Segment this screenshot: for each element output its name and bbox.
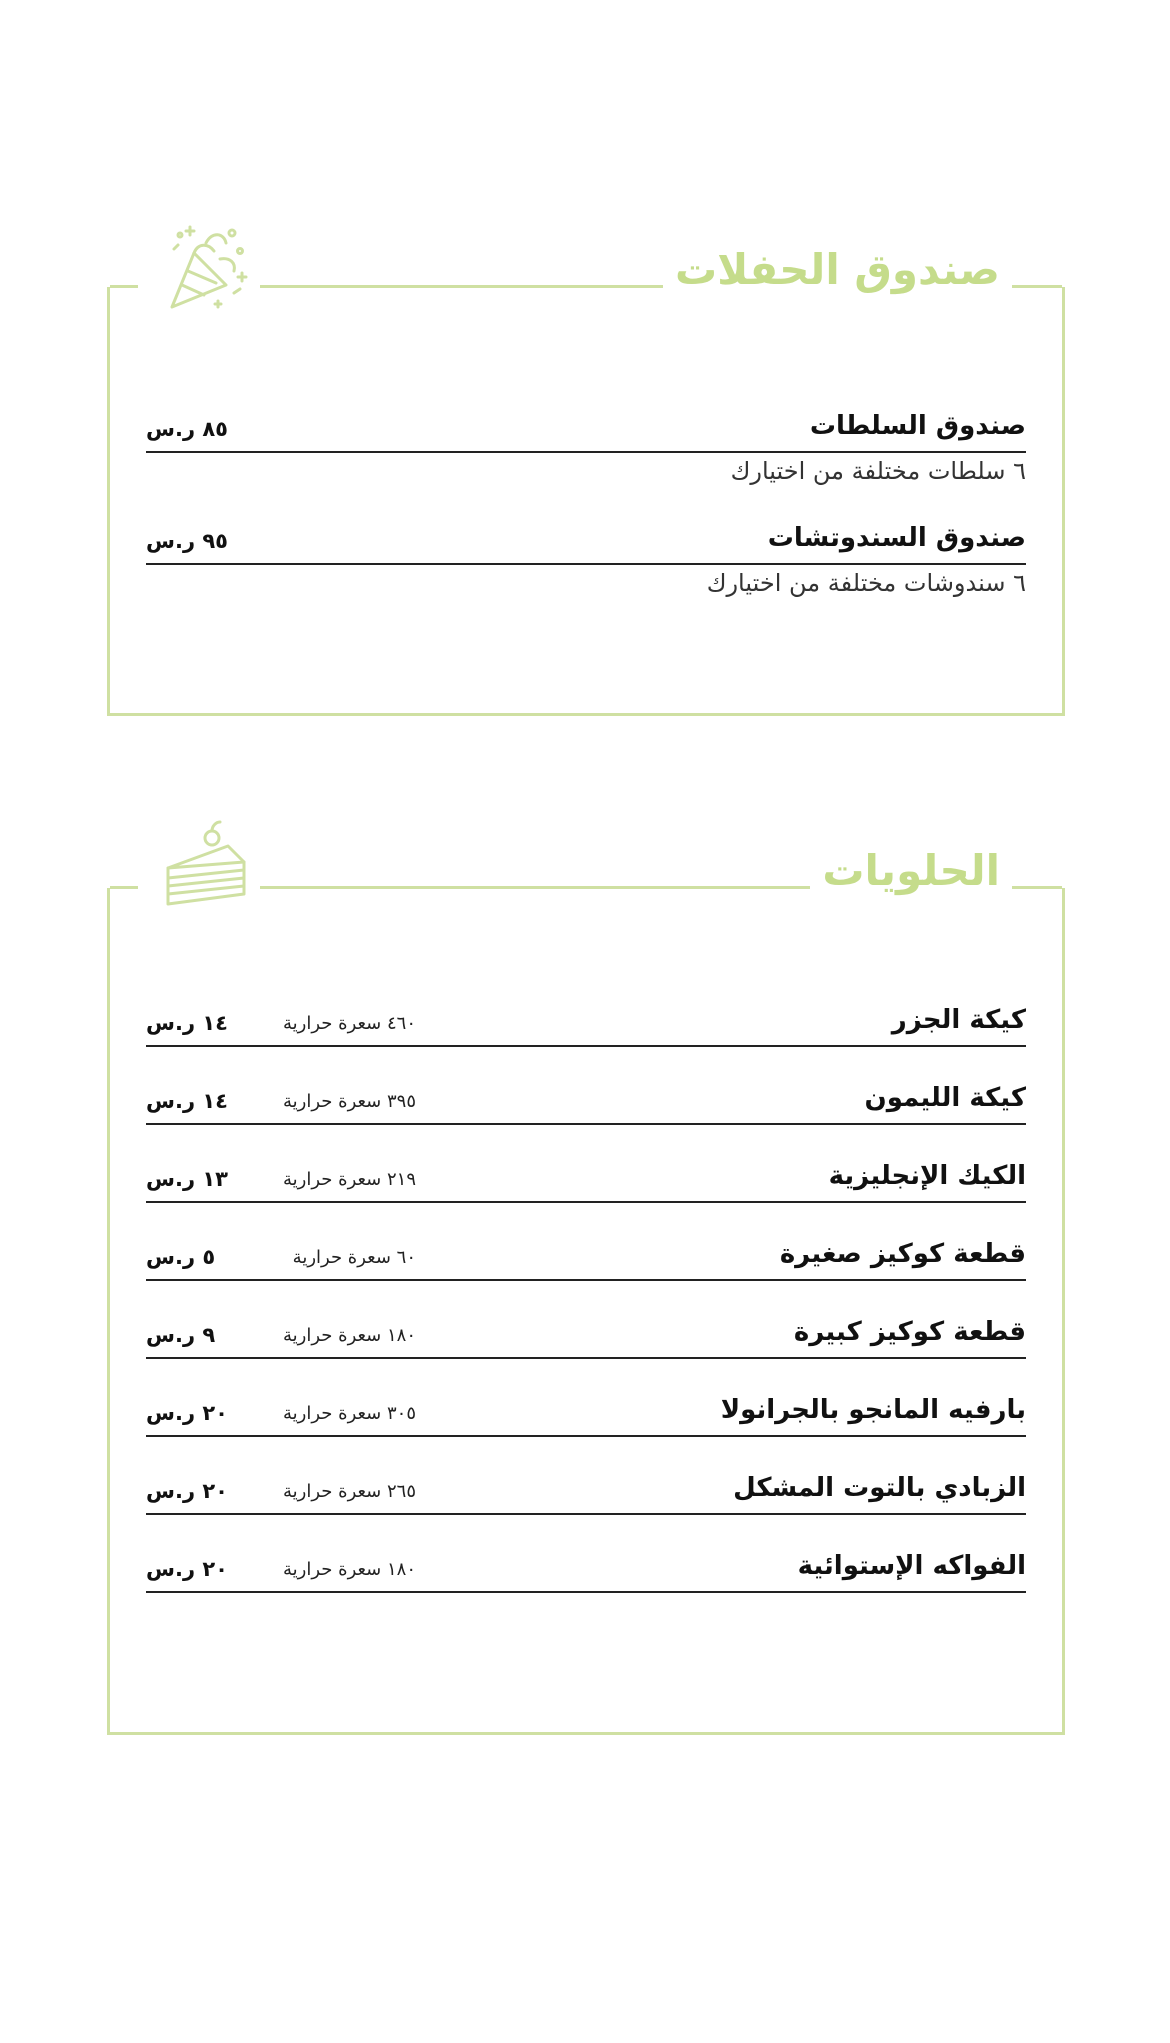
- item-calories: ١٨٠ سعرة حرارية: [283, 1559, 416, 1580]
- item-price: ٨٥ ر.س: [146, 417, 228, 441]
- divider: [146, 451, 1026, 453]
- section-top-border: [110, 285, 138, 288]
- list-item: [146, 1473, 1026, 1551]
- item-price: ٢٠ ر.س: [146, 1401, 228, 1425]
- item-price: ١٣ ر.س: [146, 1167, 228, 1191]
- item-name: بارفيه المانجو بالجرانولا: [720, 1395, 1026, 1425]
- cake-slice-icon: [154, 816, 254, 916]
- section-title: الحلويات: [810, 848, 1012, 894]
- divider: [146, 1591, 1026, 1593]
- item-name: الكيك الإنجليزية: [828, 1161, 1026, 1191]
- item-price: ٩٥ ر.س: [146, 529, 228, 553]
- item-price: ١٤ ر.س: [146, 1011, 228, 1035]
- item-price: ١٤ ر.س: [146, 1089, 228, 1113]
- item-price: ٩ ر.س: [146, 1323, 216, 1347]
- desserts-list: [146, 1005, 1026, 1629]
- item-description: ٦ سندوشات مختلفة من اختيارك: [706, 569, 1026, 597]
- list-item: [146, 1083, 1026, 1161]
- item-description: ٦ سلطات مختلفة من اختيارك: [730, 457, 1026, 485]
- item-calories: ٦٠ سعرة حرارية: [292, 1247, 416, 1268]
- item-name: صندوق السلطات: [809, 411, 1026, 441]
- divider: [146, 1513, 1026, 1515]
- list-item: [146, 1551, 1026, 1629]
- item-calories: ٣٩٥ سعرة حرارية: [283, 1091, 416, 1112]
- party-popper-icon: [154, 215, 254, 315]
- divider: [146, 563, 1026, 565]
- item-name: قطعة كوكيز صغيرة: [779, 1239, 1026, 1269]
- list-item: [146, 1317, 1026, 1395]
- item-price: ٢٠ ر.س: [146, 1479, 228, 1503]
- list-item: [146, 411, 1026, 523]
- item-calories: ١٨٠ سعرة حرارية: [283, 1325, 416, 1346]
- divider: [146, 1279, 1026, 1281]
- desserts-section: [107, 846, 1065, 1735]
- list-item: [146, 1005, 1026, 1083]
- divider: [146, 1201, 1026, 1203]
- party-box-section: [107, 245, 1065, 716]
- divider: [146, 1123, 1026, 1125]
- divider: [146, 1357, 1026, 1359]
- list-item: [146, 1395, 1026, 1473]
- list-item: [146, 523, 1026, 635]
- item-name: كيكة الليمون: [864, 1083, 1026, 1113]
- item-name: قطعة كوكيز كبيرة: [793, 1317, 1026, 1347]
- party-box-list: [146, 411, 1026, 635]
- section-top-border: [110, 886, 138, 889]
- item-name: الزبادي بالتوت المشكل: [733, 1473, 1026, 1503]
- item-name: صندوق السندوتشات: [767, 523, 1026, 553]
- item-calories: ٣٠٥ سعرة حرارية: [283, 1403, 416, 1424]
- divider: [146, 1045, 1026, 1047]
- item-price: ٥ ر.س: [146, 1245, 216, 1269]
- item-name: كيكة الجزر: [891, 1005, 1026, 1035]
- divider: [146, 1435, 1026, 1437]
- item-calories: ٢٦٥ سعرة حرارية: [283, 1481, 416, 1502]
- item-calories: ٢١٩ سعرة حرارية: [283, 1169, 416, 1190]
- section-title: صندوق الحفلات: [663, 247, 1012, 293]
- item-calories: ٤٦٠ سعرة حرارية: [283, 1013, 416, 1034]
- list-item: [146, 1161, 1026, 1239]
- list-item: [146, 1239, 1026, 1317]
- item-name: الفواكه الإستوائية: [797, 1551, 1026, 1581]
- item-price: ٢٠ ر.س: [146, 1557, 228, 1581]
